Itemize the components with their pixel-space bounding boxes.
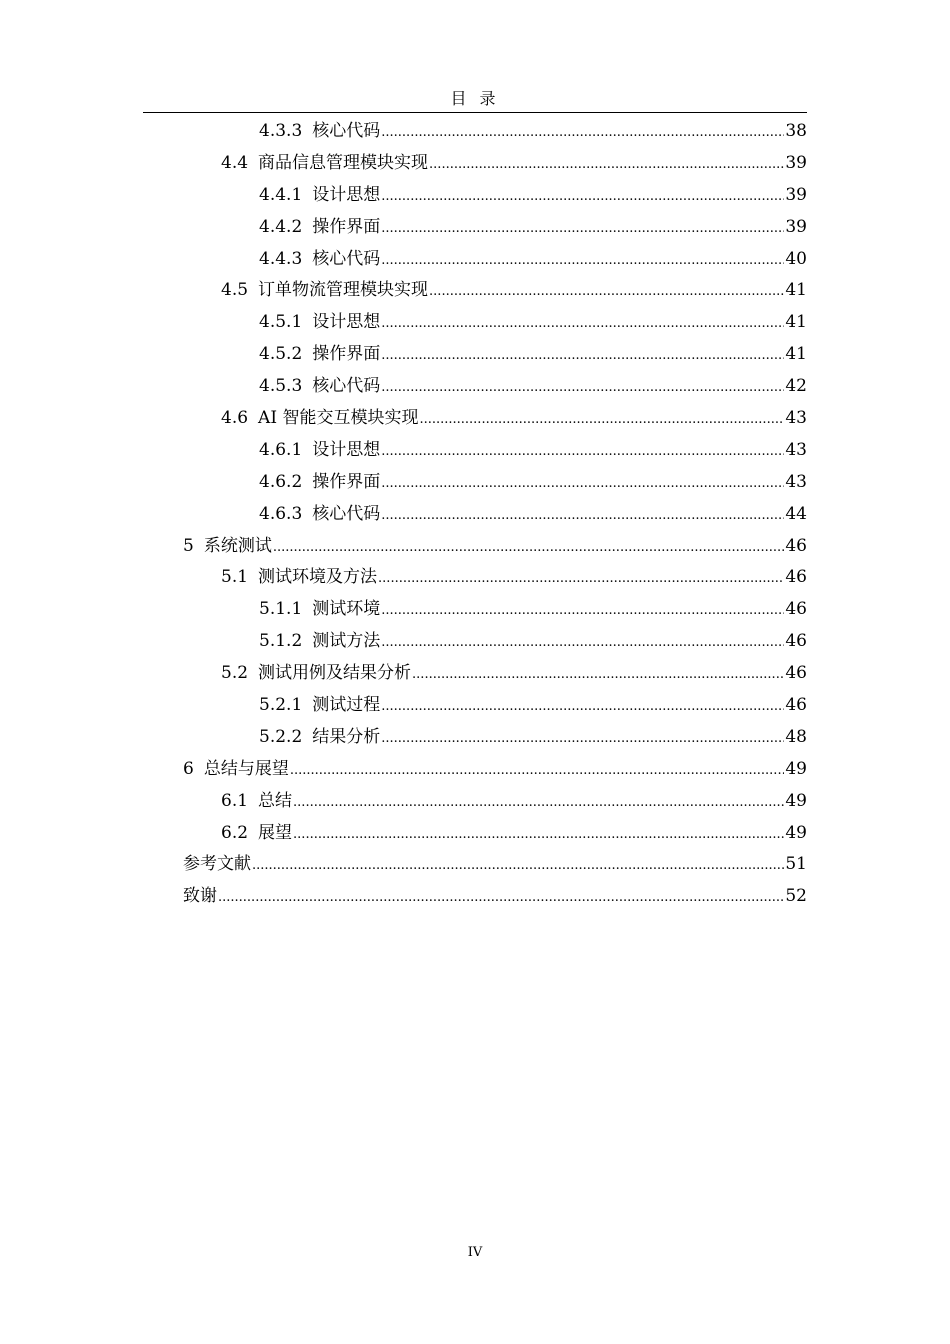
toc-dot-leader xyxy=(381,308,784,340)
toc-entry-number: 5.1.1 xyxy=(259,599,303,620)
toc-entry-title: 操作界面 xyxy=(312,471,381,492)
toc-entry[interactable] xyxy=(183,148,807,180)
toc-entry-number: 4.4.1 xyxy=(259,184,303,205)
toc-entry-number: 4.5.1 xyxy=(259,312,303,333)
toc-entry-number: 5.2.2 xyxy=(259,726,303,747)
toc-entry[interactable] xyxy=(183,690,807,722)
toc-entry-title: 测试方法 xyxy=(312,631,381,652)
toc-entry-number: 4.4 xyxy=(221,152,249,173)
toc-entry-number: 5.1 xyxy=(221,567,249,588)
toc-entry[interactable] xyxy=(183,371,807,403)
toc-entry-number: 6.1 xyxy=(221,790,249,811)
toc-entry[interactable] xyxy=(183,180,807,212)
toc-entry[interactable] xyxy=(183,754,807,786)
toc-dot-leader xyxy=(381,595,784,627)
toc-entry-title: 设计思想 xyxy=(312,439,381,460)
toc-entry-title: 设计思想 xyxy=(312,184,381,205)
toc-dot-leader xyxy=(252,850,784,882)
toc-entry-page: 46 xyxy=(785,695,807,716)
toc-dot-leader xyxy=(381,627,784,659)
toc-dot-leader xyxy=(218,882,784,914)
toc-entry-page: 42 xyxy=(785,376,807,397)
toc-dot-leader xyxy=(412,659,784,691)
toc-entry-title: 操作界面 xyxy=(312,344,381,365)
toc-entry[interactable] xyxy=(183,531,807,563)
toc-dot-leader xyxy=(381,117,784,149)
toc-entry-number: 5.1.2 xyxy=(259,631,303,652)
toc-entry-title: 测试环境 xyxy=(312,599,381,620)
toc-dot-leader xyxy=(381,181,784,213)
toc-entry-page: 44 xyxy=(785,503,807,524)
toc-entry[interactable] xyxy=(183,435,807,467)
toc-entry-title: 总结 xyxy=(258,790,293,811)
toc-entry-page: 49 xyxy=(785,822,807,843)
toc-dot-leader xyxy=(381,468,784,500)
toc-entry-page: 46 xyxy=(785,599,807,620)
toc-entry-page: 48 xyxy=(785,726,807,747)
toc-dot-leader xyxy=(381,245,784,277)
toc-entry-title: 核心代码 xyxy=(312,121,381,141)
toc-entry-title: 订单物流管理模块实现 xyxy=(258,280,429,301)
toc-entry-number: 4.5.3 xyxy=(259,376,303,397)
toc-entry-number: 4.6.2 xyxy=(259,471,303,492)
toc-entry-title: 展望 xyxy=(258,822,293,843)
toc-entry-page: 38 xyxy=(785,121,807,141)
toc-entry-page: 39 xyxy=(785,152,807,173)
toc-entry-page: 39 xyxy=(785,184,807,205)
toc-entry[interactable] xyxy=(183,881,807,913)
toc-entry-page: 51 xyxy=(785,854,807,875)
toc-entry-title: 核心代码 xyxy=(312,248,381,269)
toc-entry[interactable] xyxy=(183,307,807,339)
toc-entry-page: 43 xyxy=(785,471,807,492)
toc-entry-page: 46 xyxy=(785,567,807,588)
toc-entry[interactable] xyxy=(183,658,807,690)
toc-entry[interactable] xyxy=(183,212,807,244)
toc-entry-title: 商品信息管理模块实现 xyxy=(258,152,429,173)
toc-entry-number: 4.4.2 xyxy=(259,216,303,237)
toc-entry-number: 6.2 xyxy=(221,822,249,843)
toc-entry-number: 4.6.3 xyxy=(259,503,303,524)
toc-entry[interactable] xyxy=(183,116,807,148)
toc-dot-leader xyxy=(381,500,784,532)
toc-entry-title: 操作界面 xyxy=(312,216,381,237)
toc-entry[interactable] xyxy=(183,499,807,531)
toc-entry-number: 4.5.2 xyxy=(259,344,303,365)
toc-entry[interactable] xyxy=(183,818,807,850)
toc-entry-page: 41 xyxy=(785,280,807,301)
page-header-title: 目 录 xyxy=(450,89,500,108)
toc-entry-title: AI 智能交互模块实现 xyxy=(258,408,419,429)
toc-entry[interactable] xyxy=(183,594,807,626)
toc-entry-title: 设计思想 xyxy=(312,312,381,333)
toc-entry-title: 测试环境及方法 xyxy=(258,567,378,588)
toc-entry-page: 39 xyxy=(785,216,807,237)
toc-dot-leader xyxy=(290,755,785,787)
toc-entry[interactable] xyxy=(183,562,807,594)
toc-entry-number: 5.2 xyxy=(221,663,249,684)
toc-entry-number: 4.6.1 xyxy=(259,439,303,460)
toc-entry-title: 致谢 xyxy=(183,886,217,907)
toc-dot-leader xyxy=(378,563,784,595)
toc-entry-page: 43 xyxy=(785,408,807,429)
toc-entry-page: 46 xyxy=(785,631,807,652)
toc-entry-number: 6 xyxy=(183,758,194,779)
toc-dot-leader xyxy=(381,691,784,723)
table-of-contents xyxy=(183,116,807,913)
toc-entry-page: 46 xyxy=(785,535,807,556)
toc-entry-number: 5.2.1 xyxy=(259,695,303,716)
toc-entry-page: 41 xyxy=(785,344,807,365)
toc-entry-number: 4.5 xyxy=(221,280,249,301)
toc-entry-page: 52 xyxy=(785,886,807,907)
toc-dot-leader xyxy=(381,340,784,372)
toc-dot-leader xyxy=(429,149,784,181)
toc-entry-title: 系统测试 xyxy=(203,535,272,556)
toc-entry[interactable] xyxy=(183,467,807,499)
toc-entry-page: 40 xyxy=(785,248,807,269)
toc-entry-title: 结果分析 xyxy=(312,726,381,747)
toc-dot-leader xyxy=(293,787,784,819)
toc-dot-leader xyxy=(273,532,785,564)
toc-entry-page: 49 xyxy=(785,758,807,779)
toc-entry-number: 4.6 xyxy=(221,408,249,429)
toc-entry-title: 核心代码 xyxy=(312,376,381,397)
toc-entry[interactable] xyxy=(183,626,807,658)
toc-entry-page: 49 xyxy=(785,790,807,811)
footer-page-number: IV xyxy=(467,1245,483,1260)
toc-entry-page: 43 xyxy=(785,439,807,460)
toc-entry-number: 4.4.3 xyxy=(259,248,303,269)
toc-dot-leader xyxy=(381,436,784,468)
toc-entry-page: 46 xyxy=(785,663,807,684)
toc-dot-leader xyxy=(419,404,784,436)
toc-entry-title: 测试用例及结果分析 xyxy=(258,663,412,684)
toc-entry[interactable] xyxy=(183,339,807,371)
toc-dot-leader xyxy=(381,372,784,404)
toc-entry[interactable] xyxy=(183,786,807,818)
toc-entry[interactable] xyxy=(183,244,807,276)
toc-entry-title: 参考文献 xyxy=(183,854,251,875)
toc-dot-leader xyxy=(293,819,784,851)
toc-entry[interactable] xyxy=(183,275,807,307)
toc-entry-number: 5 xyxy=(183,535,194,556)
toc-entry[interactable] xyxy=(183,849,807,881)
toc-dot-leader xyxy=(429,276,784,308)
toc-entry-page: 41 xyxy=(785,312,807,333)
toc-entry-title: 测试过程 xyxy=(312,695,381,716)
toc-entry[interactable] xyxy=(183,722,807,754)
toc-entry[interactable] xyxy=(183,403,807,435)
toc-entry-title: 核心代码 xyxy=(312,503,381,524)
toc-dot-leader xyxy=(381,723,784,755)
header-rule xyxy=(143,112,807,113)
toc-entry-title: 总结与展望 xyxy=(203,758,289,779)
toc-entry-number: 4.3.3 xyxy=(259,121,303,141)
toc-dot-leader xyxy=(381,213,784,245)
